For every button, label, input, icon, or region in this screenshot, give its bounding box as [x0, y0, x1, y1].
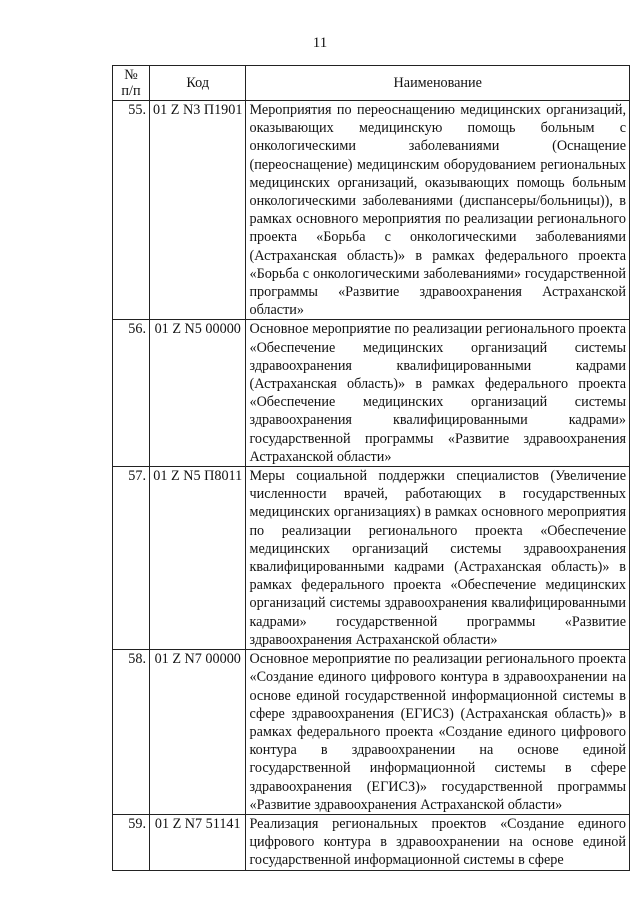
header-num-line1: №: [124, 67, 138, 83]
header-code: Код: [150, 66, 246, 101]
row-num: 57.: [113, 467, 150, 650]
row-code: 01 Z N5 00000: [150, 320, 246, 467]
table-header-row: [113, 66, 630, 101]
row-name: Основное мероприятие по реализации регионального проекта «Обеспечение медицинских организаций системы здравоохранения квалифицированными кадрами (Астраханская область)» в рамках федерального проекта «Обеспечение медицинских организаций системы здравоохранения квалифицированными кадрами» государственной программы «Развитие здравоохранения Астраханской области»: [246, 320, 630, 467]
row-code: 01 Z N3 П1901: [150, 101, 246, 320]
row-name: Мероприятия по переоснащению медицинских организаций, оказывающих медицинскую помощь больным с онкологическими заболеваниями (Оснащение (переоснащение) медицинским оборудованием региональных медицинских организаций, оказывающих помощь больным онкологическими заболеваниями (диспансеры/больницы)), в рамках основного мероприятия по реализации регионального проекта «Борьба с онкологическими заболеваниями (Астраханская область)» в рамках федерального проекта «Борьба с онкологическими заболеваниями» государственной программы «Развитие здравоохранения Астраханской области»: [246, 101, 630, 320]
table-row: [113, 814, 630, 870]
header-name: Наименование: [246, 66, 630, 101]
row-num: 58.: [113, 650, 150, 815]
table-row: [113, 101, 630, 320]
row-code: 01 Z N7 00000: [150, 650, 246, 815]
page-number: 11: [312, 35, 328, 51]
row-name: Основное мероприятие по реализации регионального проекта «Создание единого цифрового контура в здравоохранении на основе единой государственной информационной системы в сфере здравоохранения (ЕГИСЗ) (Астраханская область)» в рамках федерального проекта «Создание единого цифрового контура в здравоохранении на основе единой государственной информационной системы в сфере здравоохранения (ЕГИСЗ)» государственной программы «Развитие здравоохранения Астраханской области»: [246, 650, 630, 815]
budget-classification-table: [112, 65, 630, 871]
row-name-text: Реализация региональных проектов «Создание единого цифрового контура в здравоохранении на основе единой государственной информационной системы в сфере: [249, 815, 626, 869]
row-num: 55.: [113, 101, 150, 320]
row-code: 01 Z N5 П8011: [150, 467, 246, 650]
table-row: [113, 320, 630, 467]
row-code: 01 Z N7 51141: [150, 814, 246, 870]
table-row: [113, 467, 630, 650]
row-name: Меры социальной поддержки специалистов (Увеличение численности врачей, работающих в государственных медицинских организациях) в рамках основного мероприятия по реализации регионального проекта «Обеспечение медицинских организаций системы здравоохранения квалифицированными кадрами (Астраханская область)» в рамках федерального проекта «Обеспечение медицинских организаций системы здравоохранения квалифицированными кадрами» государственной программы «Развитие здравоохранения Астраханской области»: [246, 467, 630, 650]
row-num: 56.: [113, 320, 150, 467]
header-num-line2: п/п: [121, 83, 141, 99]
table-row: [113, 650, 630, 815]
header-num: [113, 66, 150, 101]
row-name: [246, 814, 630, 870]
row-num: 59.: [113, 814, 150, 870]
